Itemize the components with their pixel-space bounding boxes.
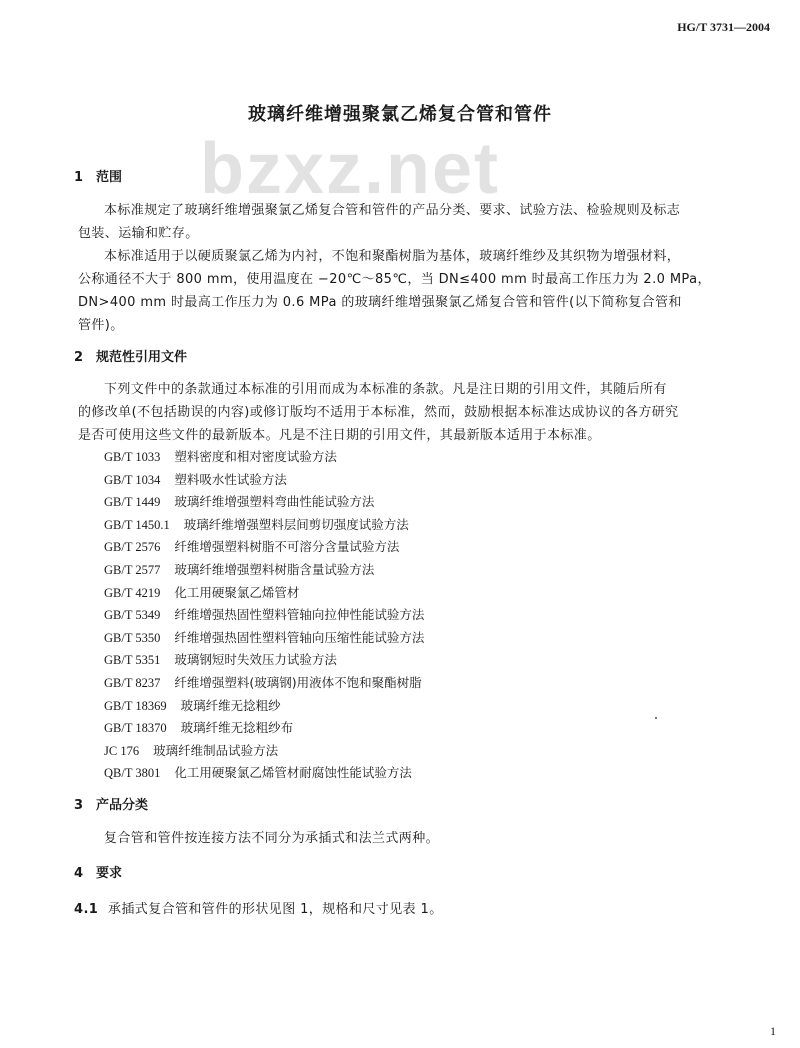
paragraph-line: 本标准适用于以硬质聚氯乙烯为内衬，不饱和聚酯树脂为基体，玻璃纤维纱及其织物为增强材料， [104,249,681,264]
reference-title: 塑料密度和相对密度试验方法 [174,449,337,464]
paragraph-line: 包装、运输和贮存。 [78,226,199,241]
reference-code: GB/T 1034 [104,472,161,487]
reference-code: GB/T 5351 [104,653,161,668]
reference-code: GB/T 1033 [104,450,161,464]
reference-title: 玻璃纤维增强塑料弯曲性能试验方法 [174,494,375,510]
reference-title: 塑料吸水性试验方法 [174,471,287,487]
section-heading-2: 2 规范性引用文件 [74,350,188,365]
reference-title: 玻璃钢短时失效压力试验方法 [174,652,337,668]
reference-item [104,741,278,759]
reference-code: GB/T 18370 [104,721,167,736]
reference-item [104,470,287,488]
reference-title: 玻璃纤维增强塑料树脂含量试验方法 [174,562,375,577]
reference-code: GB/T 5349 [104,608,161,623]
paragraph-line: DN>400 mm 时最高工作压力为 0.6 MPa 的玻璃纤维增强聚氯乙烯复合管和管件(以下简称复合管和 [78,295,682,310]
standard-number: HG/T 3731—2004 [677,20,770,34]
reference-code: QB/T 3801 [104,766,161,781]
reference-item [104,560,374,578]
reference-title: 玻璃纤维制品试验方法 [153,742,279,758]
watermark: bzxz.net [200,129,501,209]
paragraph-line: 下列文件中的条款通过本标准的引用而成为本标准的条款。凡是注日期的引用文件，其随后所有 [104,382,667,397]
reference-title: 纤维增强热固性塑料管轴向拉伸性能试验方法 [174,607,425,623]
reference-item [104,696,281,714]
paragraph-line: 是否可使用这些文件的最新版本。凡是不注日期的引用文件，其最新版本适用于本标准。 [78,428,601,443]
page-number: 1 [770,1024,776,1038]
reference-code: GB/T 1450.1 [104,517,170,532]
reference-code: GB/T 1449 [104,495,161,510]
scan-speck [655,717,657,719]
document-title: 玻璃纤维增强聚氯乙烯复合管和管件 [248,104,552,125]
reference-item [104,605,424,623]
reference-item [104,718,293,736]
reference-item [104,537,399,555]
reference-title: 纤维增强塑料树脂不可溶分含量试验方法 [174,539,400,555]
reference-item [104,650,337,668]
reference-item [104,447,337,465]
paragraph-line: 复合管和管件按连接方法不同分为承插式和法兰式两种。 [104,831,440,846]
section-heading-3: 3 产品分类 [74,798,149,813]
reference-title: 玻璃纤维无捻粗纱布 [180,720,294,736]
reference-title: 纤维增强热固性塑料管轴向压缩性能试验方法 [174,629,425,645]
clause-4-1: 4.1 承插式复合管和管件的形状见图 1，规格和尺寸见表 1。 [74,902,443,917]
reference-item [104,628,424,646]
reference-title: 化工用硬聚氯乙烯管材耐腐蚀性能试验方法 [174,765,412,781]
reference-code: GB/T 5350 [104,630,161,645]
reference-code: GB/T 2577 [104,563,161,577]
reference-title: 玻璃纤维增强塑料层间剪切强度试验方法 [183,516,409,532]
reference-item [104,515,409,533]
reference-item [104,673,422,691]
paragraph-line: 公称通径不大于 800 mm，使用温度在 −20℃～85℃，当 DN≤400 mm 时最高工作压力为 2.0 MPa， [78,272,711,287]
reference-code: GB/T 18369 [104,698,167,713]
paragraph-line: 的修改单(不包括勘误的内容)或修订版均不适用于本标准，然而，鼓励根据本标准达成协议的各方研究 [78,405,679,420]
reference-code: GB/T 2576 [104,540,161,555]
reference-code: GB/T 8237 [104,676,161,690]
reference-item [104,492,374,510]
reference-item [104,763,412,781]
section-heading-1: 1 范围 [74,170,123,185]
reference-title: 纤维增强塑料(玻璃钢)用液体不饱和聚酯树脂 [174,675,422,690]
paragraph-line: 管件)。 [78,318,124,333]
reference-item [104,583,299,601]
reference-code: GB/T 4219 [104,585,161,600]
paragraph-line: 本标准规定了玻璃纤维增强聚氯乙烯复合管和管件的产品分类、要求、试验方法、检验规则及标志 [104,203,681,218]
reference-title: 化工用硬聚氯乙烯管材 [174,584,300,600]
section-heading-4: 4 要求 [74,866,123,881]
reference-code: JC 176 [104,743,140,758]
reference-title: 玻璃纤维无捻粗纱 [180,697,281,713]
